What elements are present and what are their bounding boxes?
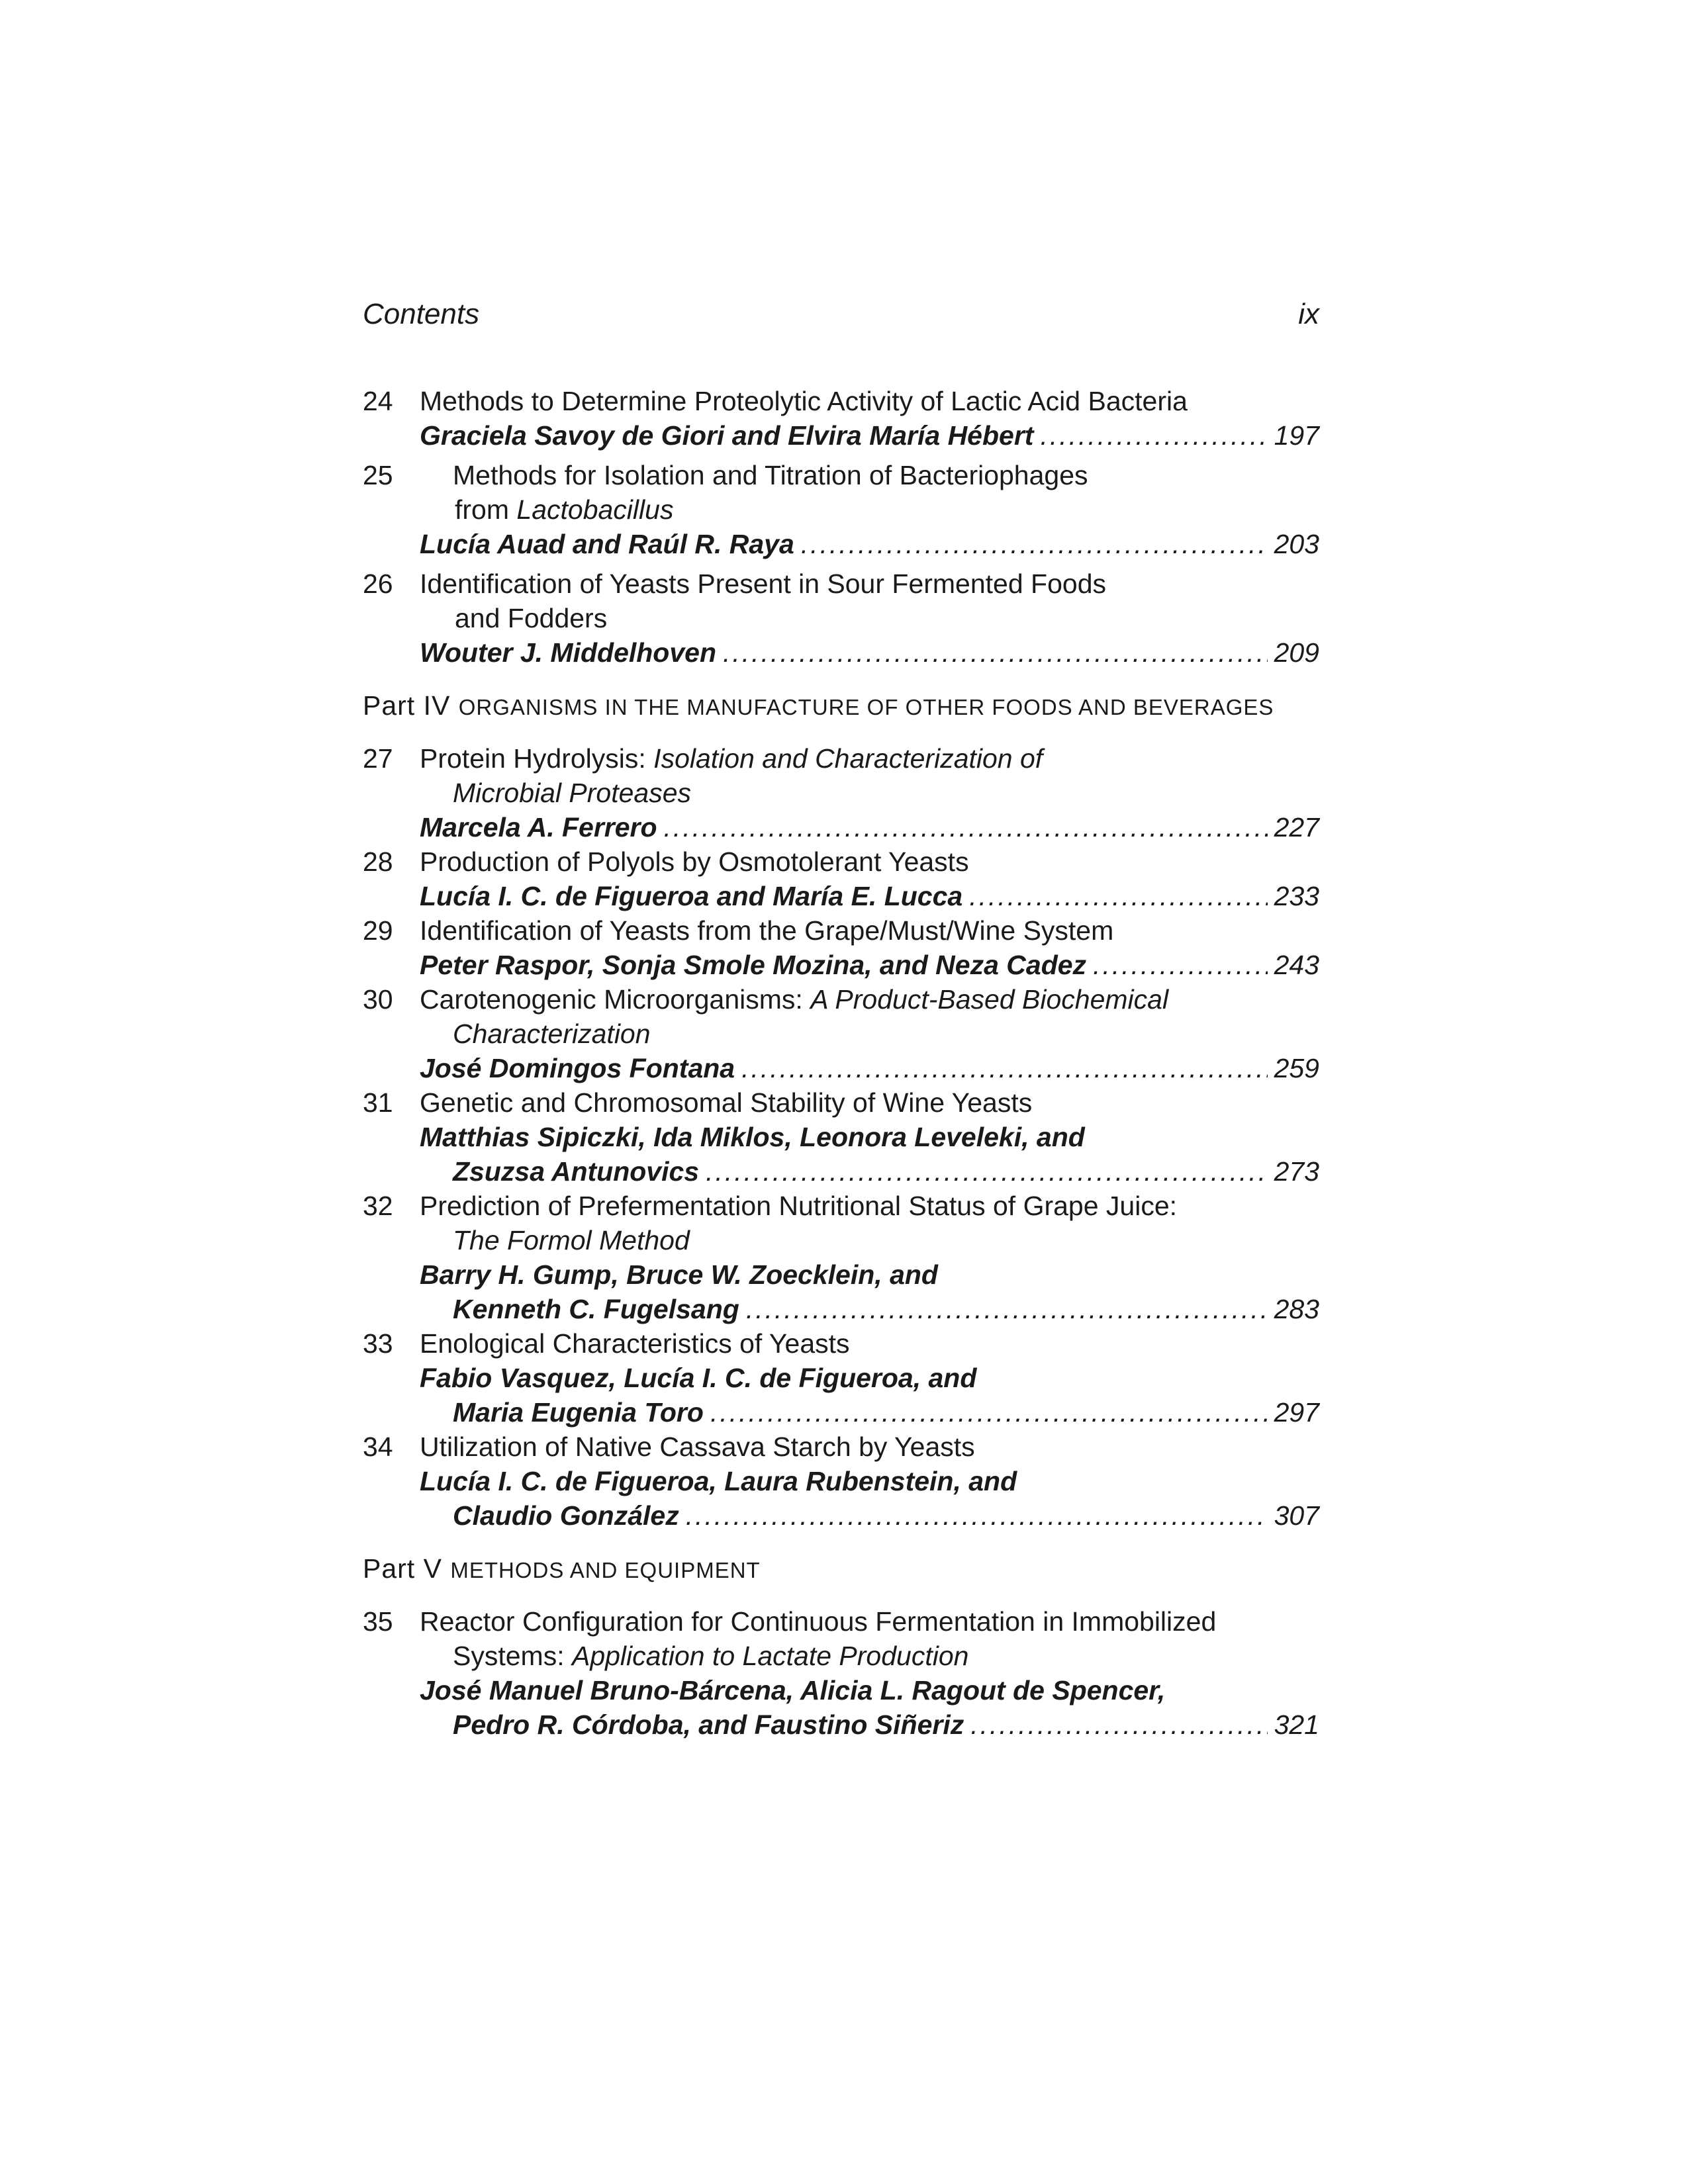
toc-entry-27-title (363, 741, 1319, 776)
dot-leader (710, 1395, 1268, 1430)
chapter-authors-line: Barry H. Gump, Bruce W. Zoecklein, and (420, 1259, 938, 1290)
chapter-title-prefix: from (455, 494, 517, 525)
chapter-number: 32 (363, 1191, 393, 1221)
chapter-page: 209 (1274, 637, 1319, 668)
toc-entry-27-author[interactable] (363, 810, 1319, 844)
toc-entry-33-author[interactable] (363, 1395, 1319, 1430)
chapter-number: 28 (363, 846, 393, 877)
part-label: Part V (363, 1553, 442, 1584)
dot-leader (723, 635, 1268, 670)
chapter-title-italic: Isolation and Characterization of (653, 743, 1043, 774)
chapter-number: 30 (363, 984, 393, 1015)
chapter-title: Utilization of Native Cassava Starch by Yeasts (420, 1432, 975, 1462)
dot-leader (801, 527, 1268, 561)
chapter-page: 203 (1274, 529, 1319, 559)
chapter-author: Pedro R. Córdoba, and Faustino Siñeriz (453, 1709, 964, 1740)
chapter-title-cont: Characterization (453, 1019, 651, 1049)
part-heading-v (363, 1551, 1319, 1586)
toc-entry-32-title-cont (363, 1223, 1319, 1257)
toc-entry-28-author[interactable] (363, 879, 1319, 913)
toc-entry-28-title (363, 844, 1319, 879)
toc-entry-26-title-cont (363, 601, 1319, 635)
dot-leader (1040, 418, 1267, 453)
dot-leader (706, 1154, 1267, 1189)
chapter-number: 34 (363, 1432, 393, 1462)
chapter-page: 273 (1274, 1156, 1319, 1187)
running-head-title: Contents (363, 298, 480, 330)
chapter-title: Identification of Yeasts from the Grape/Must/Wine System (420, 915, 1114, 946)
chapter-author: Wouter J. Middelhoven (420, 637, 716, 668)
toc-entry-24-title (363, 384, 1319, 418)
part-label: Part IV (363, 690, 451, 721)
toc-entry-27-title-cont (363, 776, 1319, 810)
toc-entry-32-title (363, 1189, 1319, 1223)
toc-entry-35-author[interactable] (363, 1707, 1319, 1742)
chapter-title: Production of Polyols by Osmotolerant Yeasts (420, 846, 969, 877)
part-heading-iv (363, 688, 1319, 723)
page-number: ix (1298, 298, 1319, 330)
toc-entry-32-authors (363, 1257, 1319, 1292)
chapter-page: 243 (1274, 950, 1319, 980)
toc-entry-33-title (363, 1326, 1319, 1361)
chapter-title-italic: Application to Lactate Production (571, 1641, 969, 1671)
toc-entry-34-authors (363, 1464, 1319, 1498)
chapter-title: Prediction of Prefermentation Nutritional Status of Grape Juice: (420, 1191, 1178, 1221)
chapter-title: Enological Characteristics of Yeasts (420, 1328, 850, 1359)
chapter-author: Marcela A. Ferrero (420, 812, 657, 842)
toc-entry-30-title-cont (363, 1017, 1319, 1051)
toc-entry-34-author[interactable] (363, 1498, 1319, 1533)
chapter-author: Lucía I. C. de Figueroa and María E. Lucca (420, 881, 963, 911)
chapter-title-italic: Lactobacillus (516, 494, 674, 525)
part-title: ORGANISMS IN THE MANUFACTURE OF OTHER FOODS AND BEVERAGES (458, 695, 1274, 719)
toc-entry-26-title (363, 567, 1319, 601)
chapter-number: 25 (363, 460, 393, 490)
toc-entry-24-author[interactable] (363, 418, 1319, 453)
toc-entry-25-author[interactable] (363, 527, 1319, 561)
chapter-authors-line: Lucía I. C. de Figueroa, Laura Rubenstein, and (420, 1466, 1017, 1496)
chapter-title: Reactor Configuration for Continuous Fermentation in Immobilized (420, 1606, 1217, 1637)
toc-entry-35-title (363, 1604, 1319, 1639)
chapter-page: 283 (1274, 1294, 1319, 1324)
toc-entry-25-title (363, 458, 1319, 492)
chapter-author: José Domingos Fontana (420, 1053, 735, 1083)
chapter-author: Kenneth C. Fugelsang (453, 1294, 739, 1324)
dot-leader (741, 1051, 1267, 1085)
chapter-title-cont: The Formol Method (453, 1225, 690, 1255)
chapter-number: 33 (363, 1328, 393, 1359)
toc-entry-31-title (363, 1085, 1319, 1120)
toc-entry-29-author[interactable] (363, 948, 1319, 982)
chapter-author: Zsuzsa Antunovics (453, 1156, 700, 1187)
chapter-title-italic: A Product-Based Biochemical (810, 984, 1169, 1015)
toc-entry-31-author[interactable] (363, 1154, 1319, 1189)
part-title: METHODS AND EQUIPMENT (450, 1558, 761, 1582)
chapter-author: Lucía Auad and Raúl R. Raya (420, 529, 794, 559)
toc-entry-25-title-cont (363, 492, 1319, 527)
chapter-authors-line: José Manuel Bruno-Bárcena, Alicia L. Ragout de Spencer, (420, 1675, 1166, 1706)
dot-leader (969, 879, 1267, 913)
chapter-author: Peter Raspor, Sonja Smole Mozina, and Neza Cadez (420, 950, 1087, 980)
chapter-title: Identification of Yeasts Present in Sour Fermented Foods (420, 569, 1106, 599)
chapter-author: Claudio González (453, 1500, 679, 1531)
toc-entry-29-title (363, 913, 1319, 948)
chapter-page: 197 (1274, 420, 1319, 451)
toc-entry-30-title (363, 982, 1319, 1017)
chapter-page: 307 (1274, 1500, 1319, 1531)
toc-entry-32-author[interactable] (363, 1292, 1319, 1326)
toc-entry-35-title-cont (363, 1639, 1319, 1673)
chapter-author: Graciela Savoy de Giori and Elvira María Hébert (420, 420, 1034, 451)
chapter-title: Carotenogenic Microorganisms: (420, 984, 811, 1015)
chapter-title-cont: and Fodders (455, 603, 608, 633)
chapter-title-cont: Microbial Proteases (453, 778, 692, 808)
chapter-number: 35 (363, 1606, 393, 1637)
table-of-contents (363, 384, 1319, 1742)
chapter-authors-line: Matthias Sipiczki, Ida Miklos, Leonora Leveleki, and (420, 1122, 1085, 1152)
chapter-page: 297 (1274, 1397, 1319, 1428)
dot-leader (1093, 948, 1268, 982)
dot-leader (746, 1292, 1268, 1326)
chapter-title: Genetic and Chromosomal Stability of Wine Yeasts (420, 1087, 1033, 1118)
chapter-number: 26 (363, 569, 393, 599)
toc-entry-30-author[interactable] (363, 1051, 1319, 1085)
chapter-page: 259 (1274, 1053, 1319, 1083)
toc-entry-33-authors (363, 1361, 1319, 1395)
chapter-page: 321 (1274, 1709, 1319, 1740)
chapter-title: Methods to Determine Proteolytic Activity of Lactic Acid Bacteria (420, 386, 1188, 416)
dot-leader (686, 1498, 1268, 1533)
chapter-title: Methods for Isolation and Titration of Bacteriophages (453, 460, 1088, 490)
toc-entry-35-authors (363, 1673, 1319, 1707)
toc-entry-34-title (363, 1430, 1319, 1464)
chapter-authors-line: Fabio Vasquez, Lucía I. C. de Figueroa, and (420, 1363, 977, 1393)
chapter-page: 233 (1274, 881, 1319, 911)
chapter-number: 27 (363, 743, 393, 774)
toc-entry-31-authors (363, 1120, 1319, 1154)
chapter-number: 24 (363, 386, 393, 416)
running-head (363, 291, 1319, 338)
toc-entry-26-author[interactable] (363, 635, 1319, 670)
dot-leader (970, 1707, 1267, 1742)
chapter-number: 29 (363, 915, 393, 946)
chapter-page: 227 (1274, 812, 1319, 842)
chapter-title-prefix: Systems: (453, 1641, 572, 1671)
chapter-number: 31 (363, 1087, 393, 1118)
dot-leader (664, 810, 1268, 844)
chapter-author: Maria Eugenia Toro (453, 1397, 704, 1428)
chapter-title: Protein Hydrolysis: (420, 743, 654, 774)
